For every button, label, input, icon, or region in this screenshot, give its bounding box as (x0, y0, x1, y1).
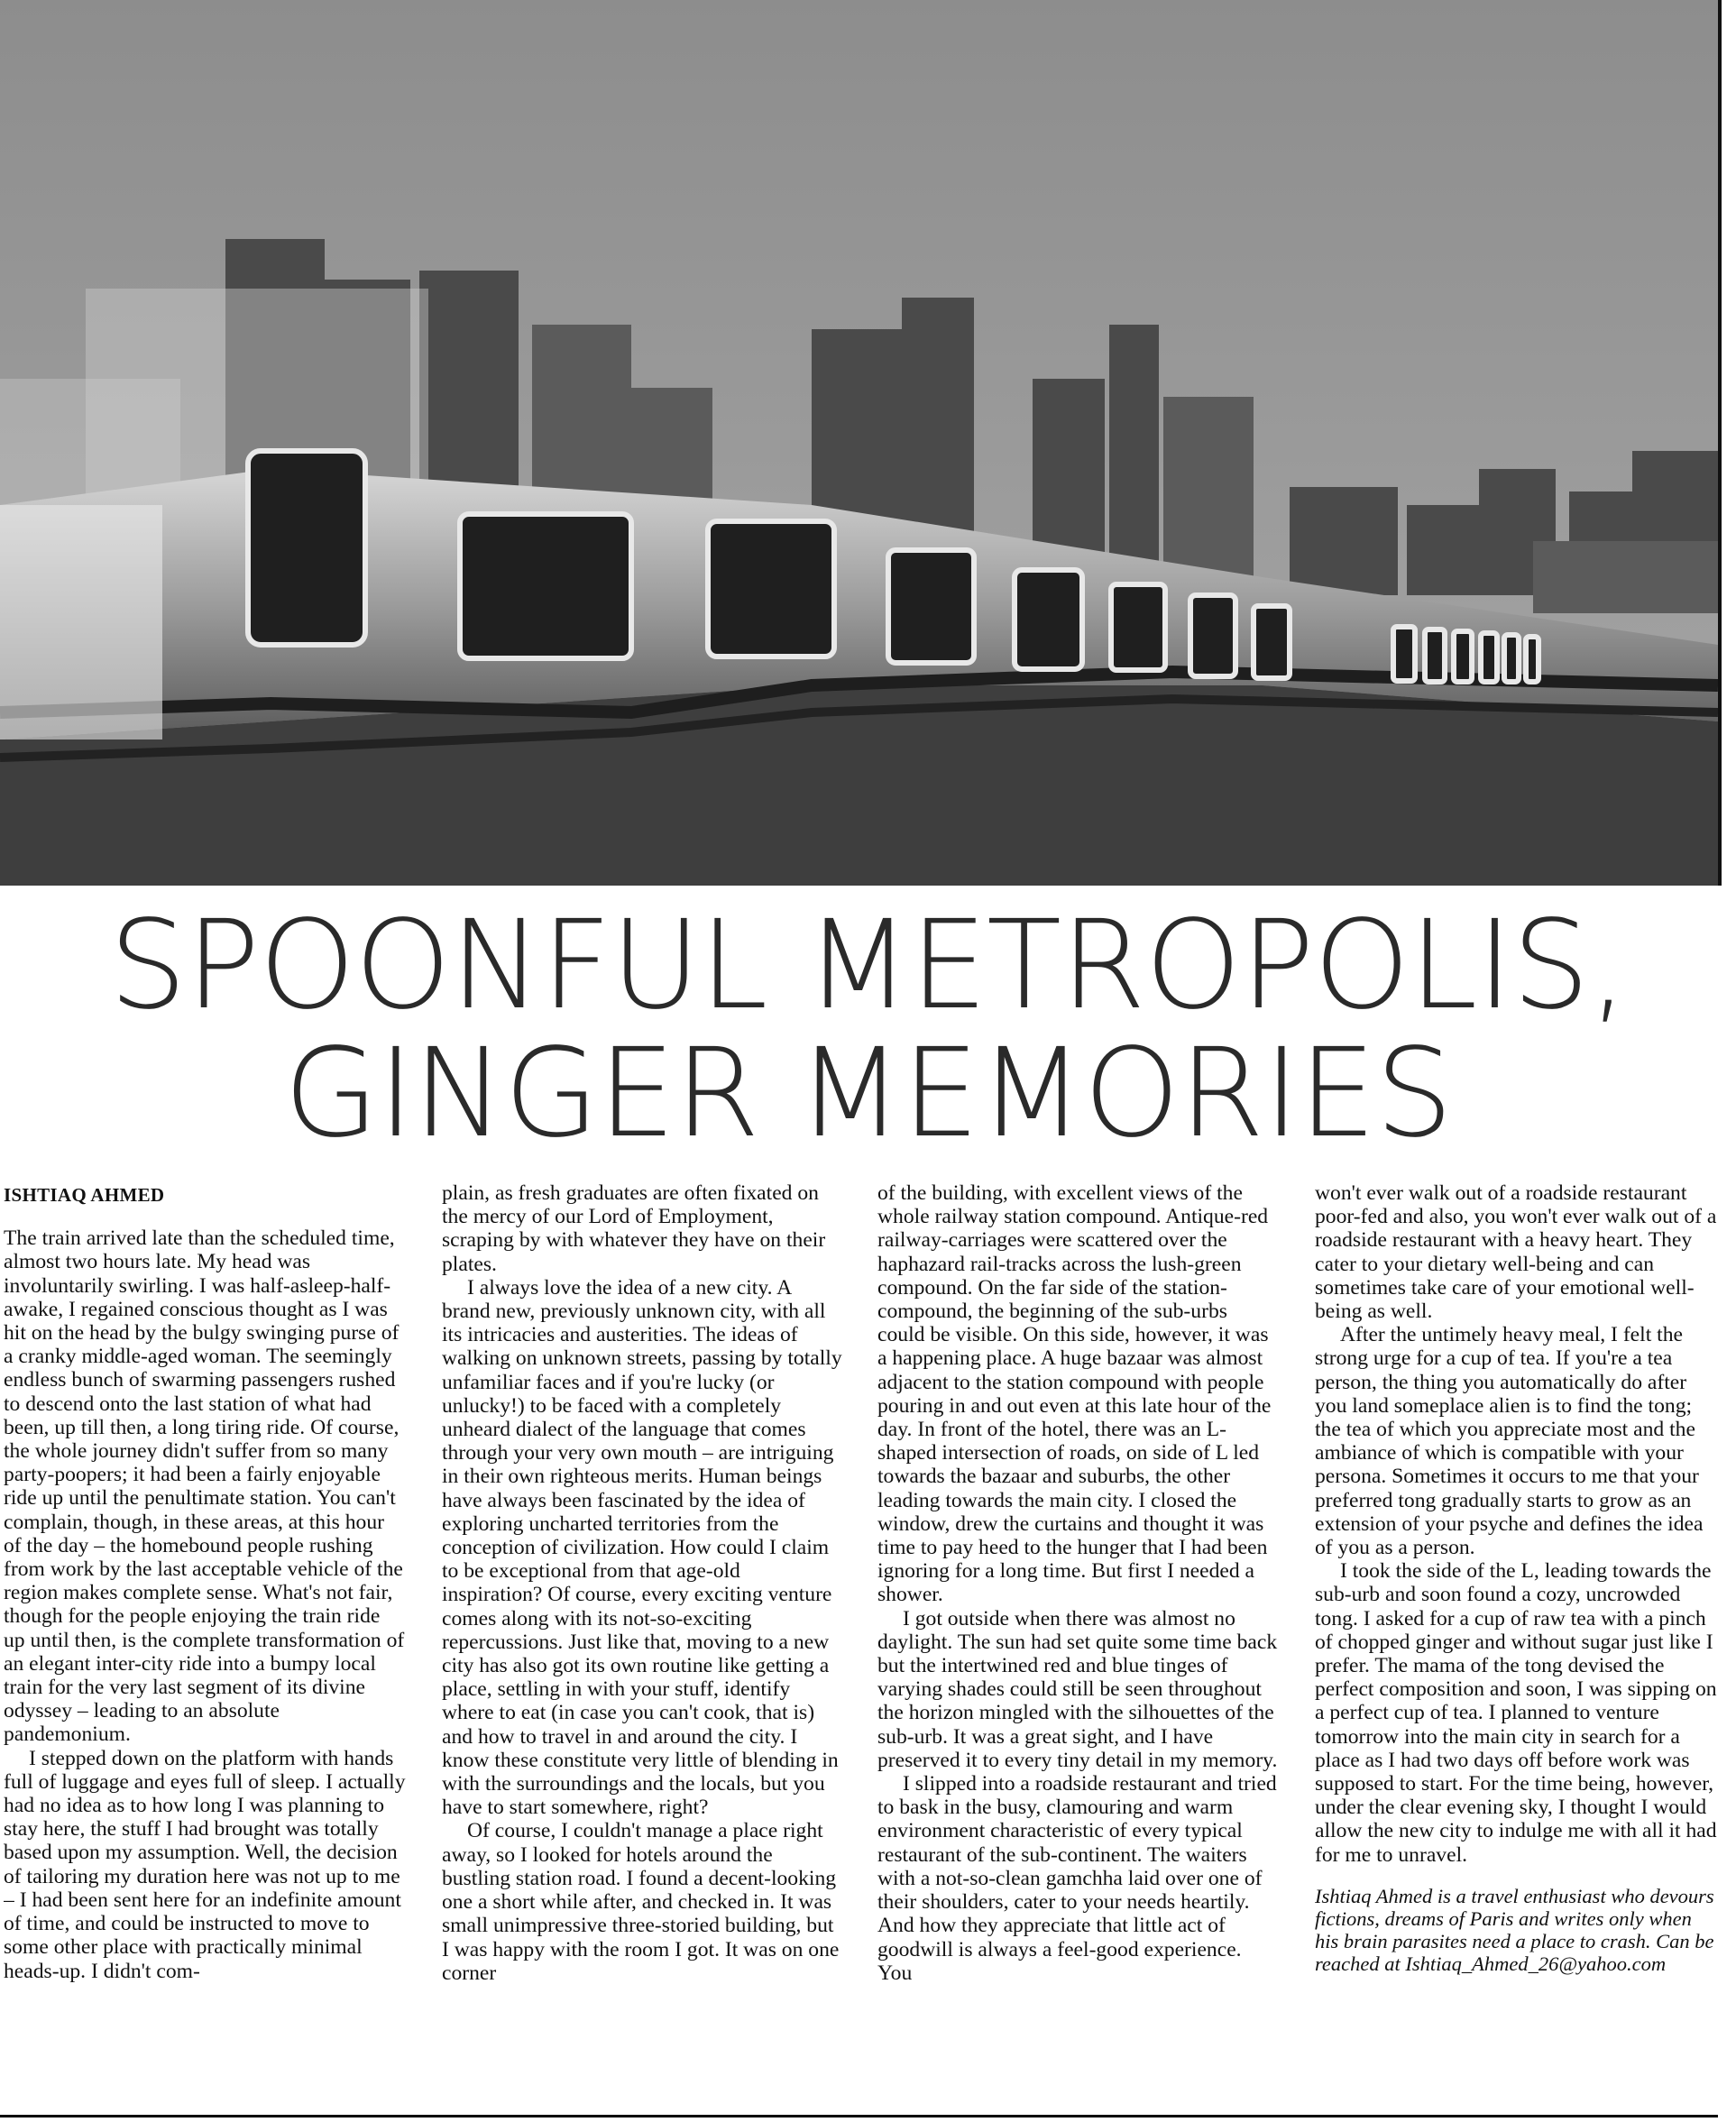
bottom-rule (0, 2115, 1718, 2117)
paragraph: of the building, with excellent views of the whole railway station compound. Antique-red railway-carriages were scattered over the haphazard rail-tracks across the lush-green compound. On the far side of the station-compound, the beginning of the sub-urbs could be visible. On this side, however, it was a happening place. A huge bazaar was almost adjacent to the station compound with people pouring in and out even at this late hour of the day. In front of the hotel, there was an L-shaped intersection of roads, on side of L led towards the bazaar and suburbs, the other leading towards the main city. I closed the window, drew the curtains and thought it was time to pay heed to the hunger that I had been ignoring for a long time. But first I needed a shower. (877, 1181, 1272, 1607)
train-photo (0, 0, 1718, 886)
paragraph: After the untimely heavy meal, I felt the strong urge for a cup of tea. If you're a tea person, the thing you automatically do after you land someplace alien is to find the tong; the tea of which you appreciate most and the ambiance of which is compatible with your persona. Sometimes it occurs to me that your preferred tong gradually starts to grow as an extension of your psyche and defines the idea of you as a person. (1315, 1323, 1704, 1560)
paragraph: I always love the idea of a new city. A brand new, previously unknown city, with all its intricacies and austerities. The ideas of walking on unknown streets, passing by totally unfamiliar faces and if you're lucky (or unlucky!) to be faced with a completely unheard dialect of the language that comes through your very own mouth – are intriguing in their own righteous merits. Human beings have always been fascinated by the idea of exploring uncharted territories from the conception of civilization. How could I claim to be exceptional from that age-old inspiration? Of course, every exciting venture comes along with its not-so-exciting repercussions. Just like that, moving to a new city has also got its own routine like getting a place, settling in with your stuff, identify where to eat (in case you can't cook, that is) and how to travel in and around the city. I know these constitute very little of blending in with the surroundings and the locals, but you have to start somewhere, right? (442, 1275, 842, 1820)
article-column-3 (877, 1181, 1280, 2115)
article-body (0, 1181, 1718, 2115)
article-column-2 (442, 1181, 844, 2115)
paragraph: Of course, I couldn't manage a place right away, so I looked for hotels around the bustling station road. I found a decent-looking one a short while after, and checked in. It was small unimpressive three-storied building, but I was happy with the room I got. It was on one corner (442, 1819, 840, 1985)
author-bio: Ishtiaq Ahmed is a travel enthusiast who devours fictions, dreams of Paris and writes only when his brain parasites need a place to crash. Can be reached at Ishtiaq_Ahmed_26@yahoo.com (1315, 1884, 1714, 1975)
paragraph: I took the side of the L, leading towards the sub-urb and soon found a cozy, uncrowded tong. I asked for a cup of raw tea with a pinch of chopped ginger and without sugar just like I prefer. The mama of the tong devised the perfect composition and soon, I was sipping on a perfect cup of tea. I planned to venture tomorrow into the main city in search for a place as I had two days off before work was supposed to start. For the time being, however, under the clear evening sky, I thought I would allow the new city to indulge me with all it had for me to unravel. (1315, 1559, 1717, 1867)
train-photo-icon (0, 0, 1718, 886)
headline (0, 895, 1736, 1165)
headline-line-1: SPOONFUL METROPOLIS, (108, 895, 1628, 1037)
headline-line-2: GINGER MEMORIES (283, 1023, 1453, 1165)
article-column-4 (1315, 1181, 1717, 2115)
paragraph: I got outside when there was almost no daylight. The sun had set quite some time back but the intertwined red and blue tinges of varying shades could still be seen throughout the horizon mingled with the silhouettes of the sub-urb. It was a great sight, and I have preserved it to every tiny detail in my memory. (877, 1606, 1278, 1772)
paragraph: plain, as fresh graduates are often fixated on the mercy of our Lord of Employment, scraping by with whatever they have on their plates. (442, 1181, 826, 1276)
byline: ISHTIAQ AHMED (4, 1184, 165, 1206)
paragraph: won't ever walk out of a roadside restaurant poor-fed and also, you won't ever walk out of a roadside restaurant with a heavy heart. They cater to your dietary well-being and can sometimes take care of your emotional well-being as well. (1315, 1181, 1717, 1324)
paragraph: I slipped into a roadside restaurant and tried to bask in the busy, clamouring and warm environment characteristic of every typical restaurant of the sub-continent. The waiters with a not-so-clean gamchha laid over one of their shoulders, cater to your needs heartily. And how they appreciate that little act of goodwill is always a feel-good experience. You (877, 1772, 1277, 1985)
photo-border-rule (1718, 0, 1722, 886)
paragraph: I stepped down on the platform with hands full of luggage and eyes full of sleep. I actually had no idea as to how long I was planning to stay here, the stuff I had brought was totally based upon my assumption. Well, the decision of tailoring my duration here was not up to me – I had been sent here for an indefinite amount of time, and could be instructed to move to some other place with practically minimal heads-up. I didn't com- (4, 1746, 406, 1983)
article-column-1 (4, 1181, 406, 2115)
paragraph: The train arrived late than the scheduled time, almost two hours late. My head was involuntarily swirling. I was half-asleep-half-awake, I regained conscious thought as I was hit on the head by the bulgy swinging purse of a cranky middle-aged woman. The seemingly endless bunch of swarming passengers rushed to descend onto the last station of what had been, up till then, a long tiring ride. Of course, the whole journey didn't suffer from so many party-poopers; it had been a fairly enjoyable ride up until the penultimate station. You can't complain, though, in these areas, at this hour of the day – the homebound people rushing from work by the last acceptable vehicle of the region makes complete sense. What's not fair, though for the people enjoying the train ride up until then, is the complete transformation of an elegant inter-city ride into a bumpy local train for the very last segment of its divine odyssey – leading to an absolute pandemonium. (4, 1226, 405, 1747)
